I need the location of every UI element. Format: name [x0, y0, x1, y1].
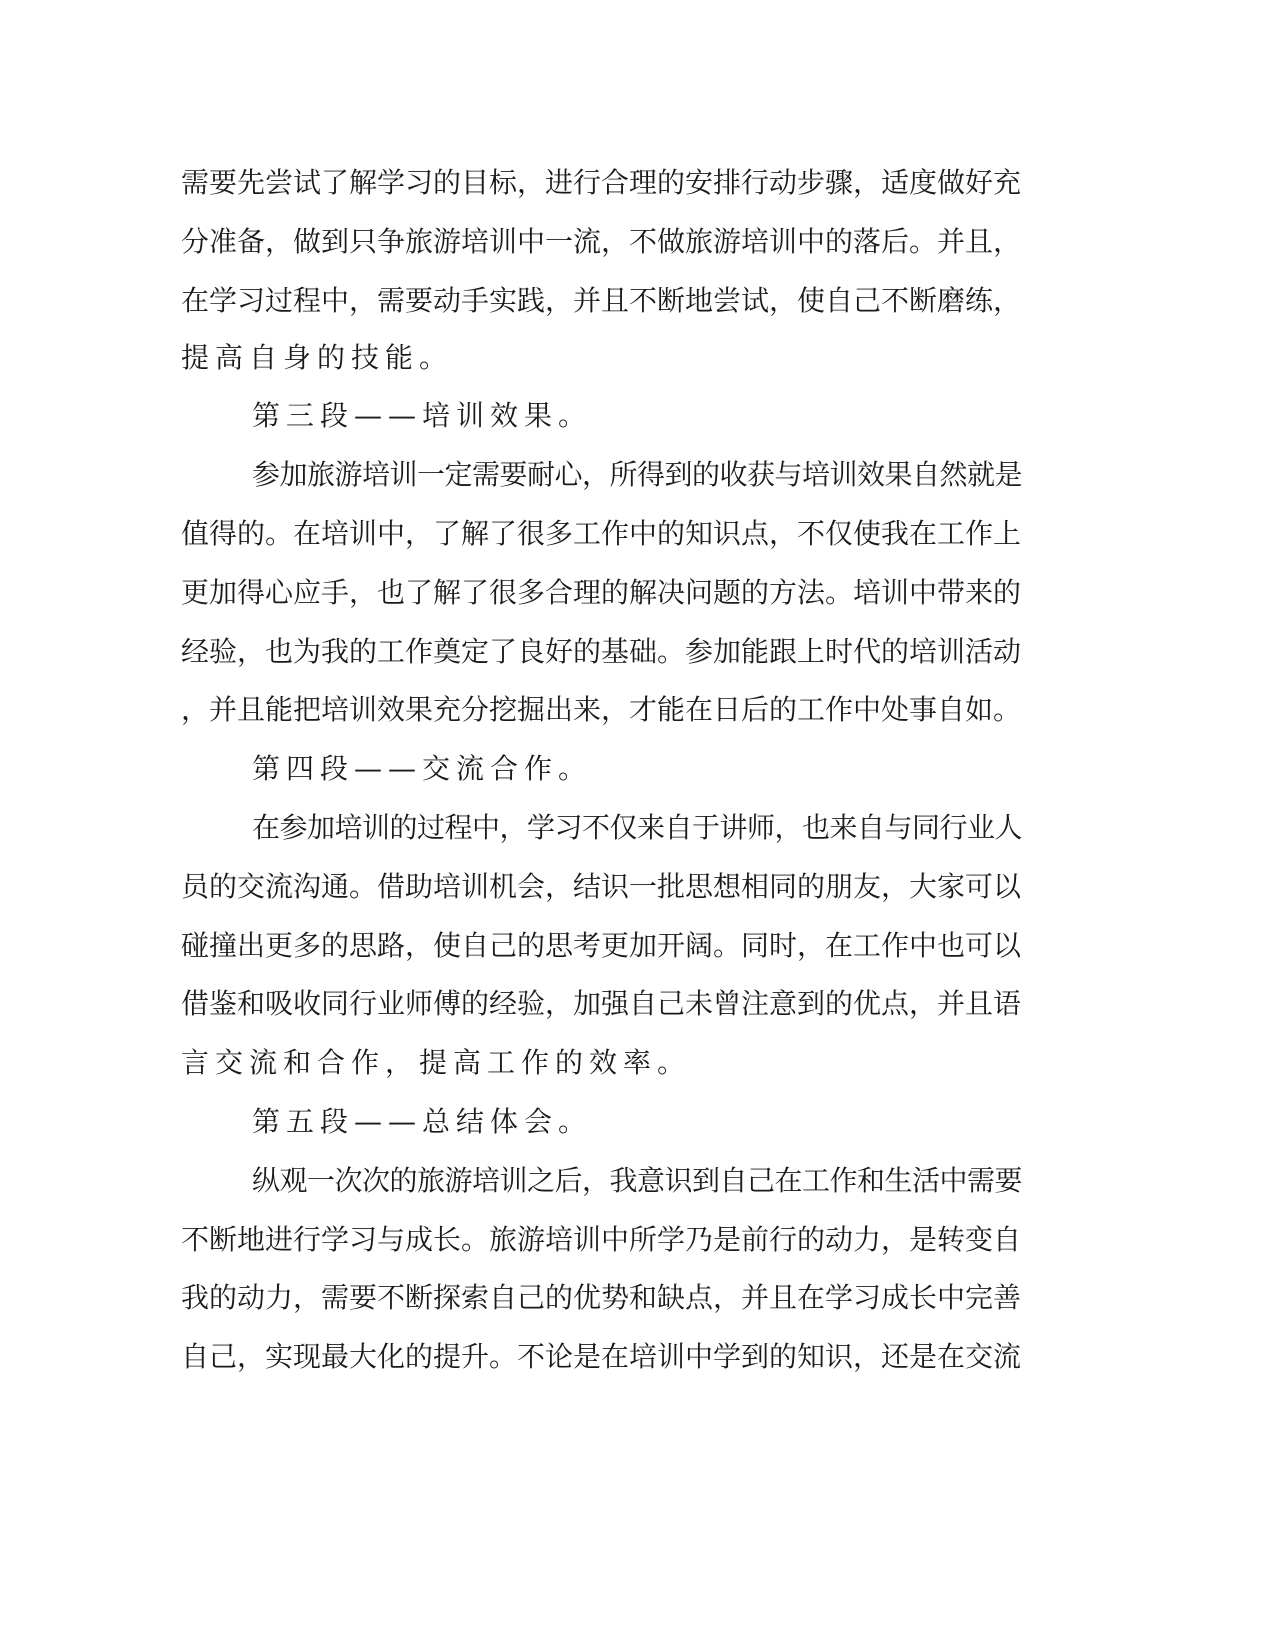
text-line: 提高自身的技能。 — [181, 341, 454, 374]
text-line: 更加得心应手，也了解了很多合理的解决问题的方法。培训中带来的 — [181, 576, 1022, 609]
text-line: 借鉴和吸收同行业师傅的经验，加强自己未曾注意到的优点，并且语 — [181, 987, 1022, 1020]
text-line: 不断地进行学习与成长。旅游培训中所学乃是前行的动力，是转变自 — [181, 1223, 1022, 1256]
text-line: ，并且能把培训效果充分挖掘出来，才能在日后的工作中处事自如。 — [181, 693, 1022, 726]
section-heading-3: 第三段——培训效果。 — [252, 399, 593, 432]
text-line: 分准备，做到只争旅游培训中一流，不做旅游培训中的落后。并且， — [181, 225, 1022, 258]
section-heading-5: 第五段——总结体会。 — [252, 1105, 593, 1138]
text-line: 在参加培训的过程中，学习不仅来自于讲师，也来自与同行业人 — [252, 811, 1023, 844]
text-line: 自己，实现最大化的提升。不论是在培训中学到的知识，还是在交流 — [181, 1340, 1022, 1373]
text-line: 经验，也为我的工作奠定了良好的基础。参加能跟上时代的培训活动 — [181, 635, 1022, 668]
text-line: 在学习过程中，需要动手实践，并且不断地尝试，使自己不断磨练， — [181, 284, 1022, 317]
section-heading-4: 第四段——交流合作。 — [252, 752, 593, 785]
text-line: 言交流和合作，提高工作的效率。 — [181, 1046, 692, 1079]
text-line: 纵观一次次的旅游培训之后，我意识到自己在工作和生活中需要 — [252, 1164, 1023, 1197]
text-line: 碰撞出更多的思路，使自己的思考更加开阔。同时，在工作中也可以 — [181, 929, 1022, 962]
text-line: 需要先尝试了解学习的目标，进行合理的安排行动步骤，适度做好充 — [181, 166, 1022, 199]
text-line: 参加旅游培训一定需要耐心，所得到的收获与培训效果自然就是 — [252, 458, 1023, 491]
text-line: 员的交流沟通。借助培训机会，结识一批思想相同的朋友，大家可以 — [181, 870, 1022, 903]
text-line: 我的动力，需要不断探索自己的优势和缺点，并且在学习成长中完善 — [181, 1281, 1022, 1314]
text-line: 值得的。在培训中，了解了很多工作中的知识点，不仅使我在工作上 — [181, 517, 1022, 550]
